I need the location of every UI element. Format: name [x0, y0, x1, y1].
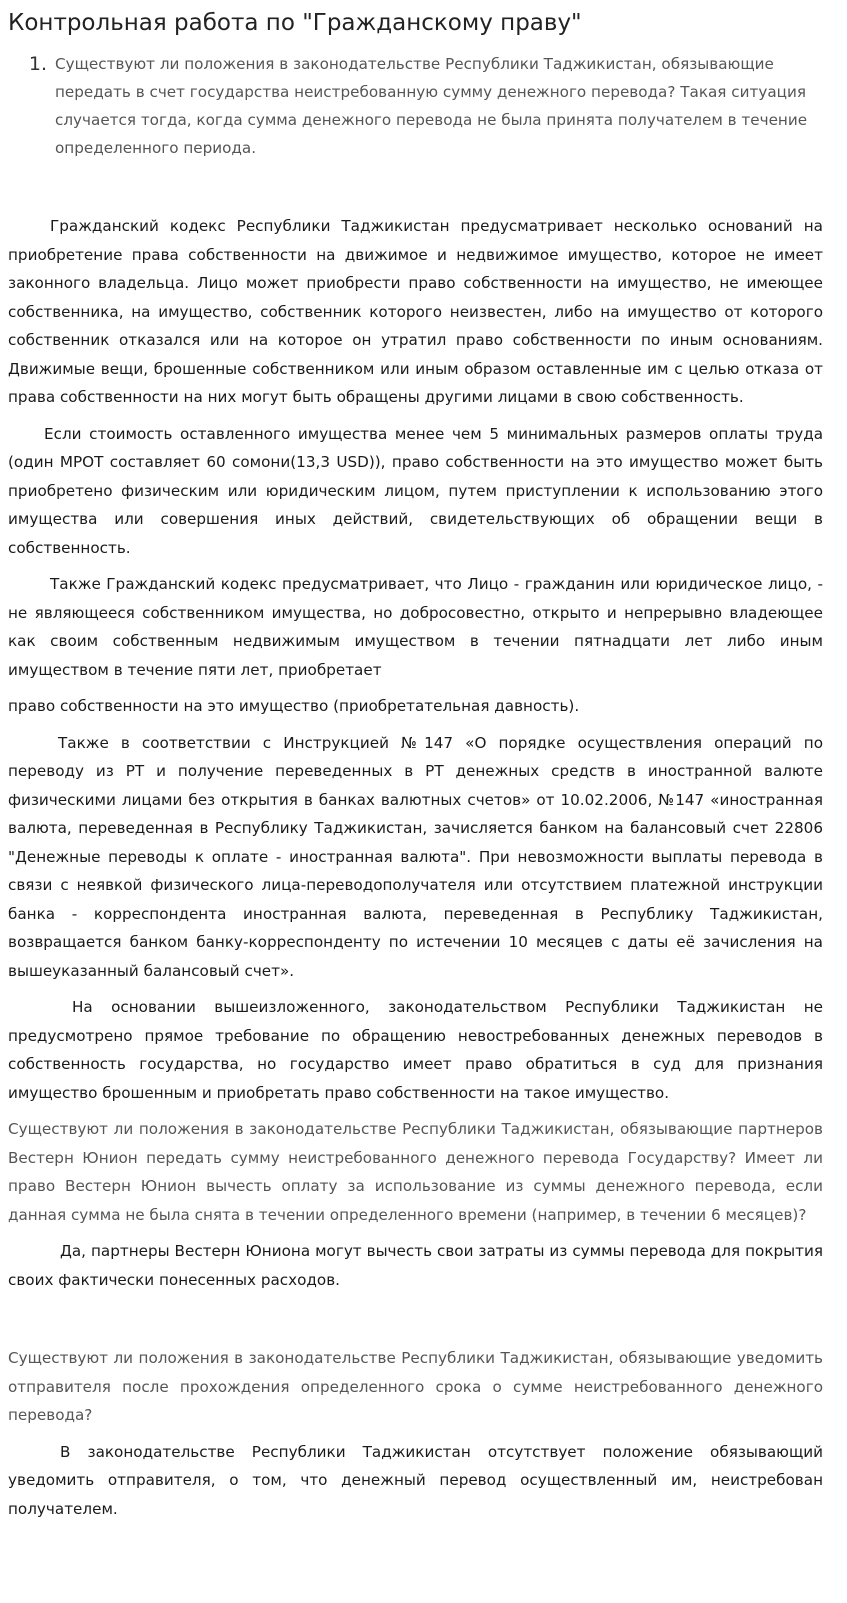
section-gap [8, 1302, 823, 1344]
question-list [8, 50, 823, 162]
answer-1-paragraph-4: право собственности на это имущество (приобретательная давность). [8, 697, 580, 715]
document-title: Контрольная работа по "Гражданскому праву" [8, 10, 582, 36]
question-2-text: Существуют ли положения в законодательстве Республики Таджикистан, обязывающие партнеров Вестерн Юнион передать сумму неистребованного денежного перевода Государству? Имеет ли право Вестерн Юнион вычесть оплату за использование из суммы денежного перевода, если данная сумма не была снята в течении определенного времени (например, в течении 6 месяцев)? [8, 1120, 823, 1224]
answer-2-paragraph: Да, партнеры Вестерн Юниона могут вычесть свои затраты из суммы перевода для покрытия своих фактически понесенных расходов. [8, 1242, 823, 1289]
answer-1-paragraph-6: На основании вышеизложенного, законодательством Республики Таджикистан не предусмотрено прямое требование по обращению невостребованных денежных переводов в собственность государства, но государство имеет право обратиться в суд для признания имущество брошенным и приобретать право собственности на такое имущество. [8, 998, 823, 1102]
question-3-text: Существуют ли положения в законодательстве Республики Таджикистан, обязывающие уведомить отправителя после прохождения определенного срока о сумме неистребованного денежного перевода? [8, 1349, 823, 1424]
answer-1-paragraph-3: Также Гражданский кодекс предусматривает, что Лицо - гражданин или юридическое лицо, - не являющееся собственником имущества, но добросовестно, открыто и непрерывно владеющее как своим собственным недвижимым имуществом в течении пятнадцати лет либо иным имуществом в течение пяти лет, приобретает [8, 575, 823, 679]
answer-1-paragraph-2: Если стоимость оставленного имущества менее чем 5 минимальных размеров оплаты труда (один МРОТ составляет 60 сомони(13,3 USD)), право собственности на это имущество может быть приобретено физическим или юридическим лицом, путем приступлении к использованию этого имущества или совершения иных действий, свидетельствующих об обращении вещи в собственность. [8, 424, 823, 557]
question-1-text: Существуют ли положения в законодательстве Республики Таджикистан, обязывающие передать в счет государства неистребованную сумму денежного перевода? Такая ситуация случается тогда, когда сумма денежного перевода не была принята получателем в течение определенного периода. [55, 55, 808, 157]
question-1-item [8, 50, 823, 162]
answer-1-paragraph-5: Также в соответствии с Инструкцией №147 «О порядке осуществления операций по переводу из РТ и получение переведенных в РТ денежных средств в иностранной валюте физическими лицами без открытия в банках валютных счетов» от 10.02.2006, №147 «иностранная валюта, переведенная в Республику Таджикистан, зачисляется банком на балансовый счет 22806 "Денежные переводы к оплате - иностранная валюта". При невозможности выплаты перевода в связи с неявкой физического лица-переводополучателя или отсутствием платежной инструкции банка - корреспондента иностранная валюта, переведенная в Республику Таджикистан, возвращается банком банку-корреспонденту по истечении 10 месяцев с даты её зачисления на вышеуказанный балансовый счет». [8, 733, 823, 980]
question-1-number: 1. [28, 53, 47, 75]
answer-3-paragraph: В законодательстве Республики Таджикистан отсутствует положение обязывающий уведомить отправителя, о том, что денежный перевод осуществленный им, неистребован получателем. [8, 1442, 823, 1518]
answer-1-paragraph-1: Гражданский кодекс Республики Таджикистан предусматривает несколько оснований на приобретение права собственности на движимое и недвижимое имущество, которое не имеет законного владельца. Лицо может приобрести право собственности на имущество, не имеющее собственника, на имущество, собственник которого неизвестен, либо на имущество от которого собственник отказался или на которое он утратил право собственности по иным основаниям. Движимые вещи, брошенные собственником или иным образом оставленные им с целью отказа от права собственности на них могут быть обращены другими лицами в свою собственность. [8, 217, 823, 406]
